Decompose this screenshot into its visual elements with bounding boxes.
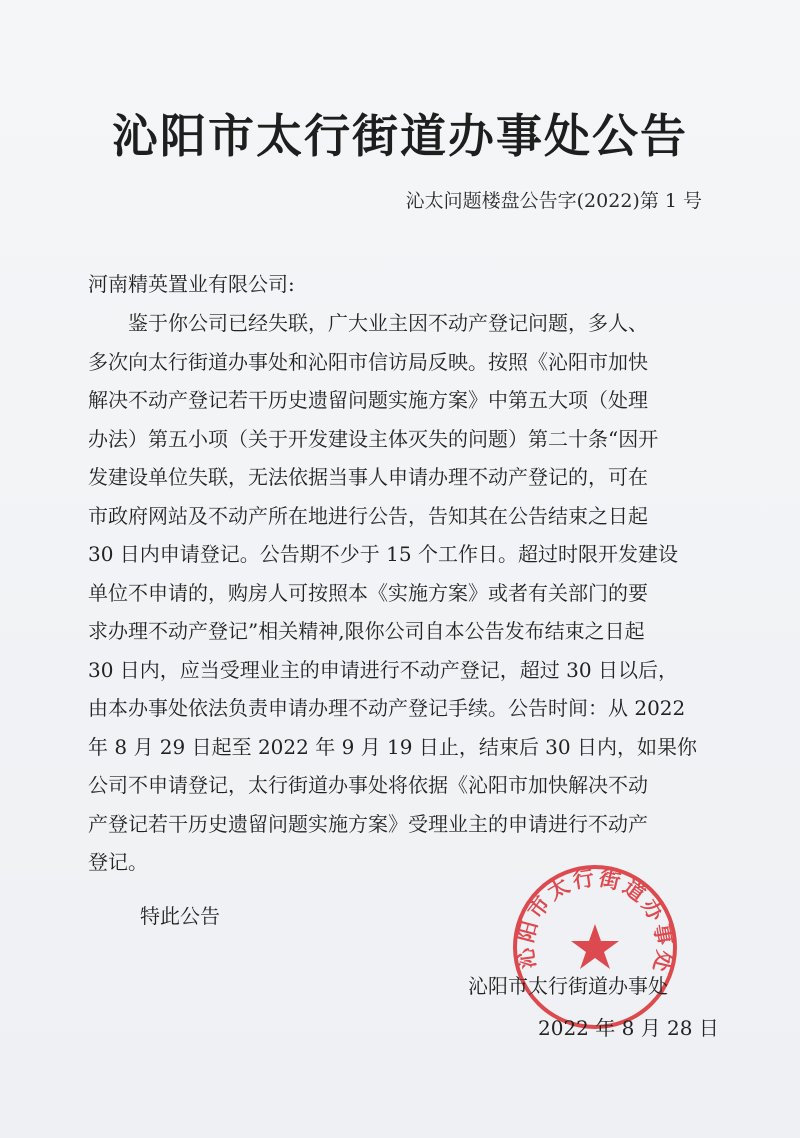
body-line: 发建设单位失联，无法依据当事人申请办理不动产登记的，可在 xyxy=(88,465,648,489)
body-paragraph xyxy=(88,304,716,882)
signature-date: 2022 年 8 月 28 日 xyxy=(538,1016,719,1040)
body-line: 年 8 月 29 日起至 2022 年 9 月 19 日止，结束后 30 日内，如果你 xyxy=(88,734,697,759)
body-line: 办法）第五小项（关于开发建设主体灭失的问题）第二十条“因开 xyxy=(88,426,659,451)
document-title: 沁阳市太行街道办事处公告 xyxy=(112,109,688,163)
seal-star-icon xyxy=(571,924,619,969)
body-line: 登记。 xyxy=(88,850,148,874)
addressee: 河南精英置业有限公司: xyxy=(88,272,295,296)
seal-text: 沁阳市太行街道办事处 xyxy=(513,865,677,977)
body-line: 30 日内，应当受理业主的申请进行不动产登记，超过 30 日以后， xyxy=(88,657,678,682)
document-number: 沁太问题楼盘公告字(2022)第 1 号 xyxy=(405,190,702,212)
body-line: 由本办事处依法负责申请办理不动产登记手续。公告时间：从 2022 xyxy=(88,696,686,720)
body-line: 产登记若干历史遗留问题实施方案》受理业主的申请进行不动产 xyxy=(88,811,648,836)
body-line: 求办理不动产登记”相关精神,限你公司自本公告发布结束之日起 xyxy=(88,619,645,643)
body-line: 多次向太行街道办事处和沁阳市信访局反映。按照《沁阳市加快 xyxy=(88,349,648,374)
body-line: 30 日内申请登记。公告期不少于 15 个工作日。超过时限开发建设 xyxy=(88,542,678,566)
body-line: 鉴于你公司已经失联，广大业主因不动产登记问题，多人、 xyxy=(88,311,648,335)
body-line: 公司不申请登记，太行街道办事处将依据《沁阳市加快解决不动 xyxy=(88,773,648,797)
closing-text: 特此公告 xyxy=(140,904,220,928)
official-seal-icon xyxy=(510,862,680,1032)
body-line: 解决不动产登记若干历史遗留问题实施方案》中第五大项（处理 xyxy=(88,388,648,412)
signature-organization: 沁阳市太行街道办事处 xyxy=(468,974,668,998)
body-line: 市政府网站及不动产所在地进行公告，告知其在公告结束之日起 xyxy=(88,503,648,528)
body-line: 单位不申请的，购房人可按照本《实施方案》或者有关部门的要 xyxy=(88,580,648,605)
